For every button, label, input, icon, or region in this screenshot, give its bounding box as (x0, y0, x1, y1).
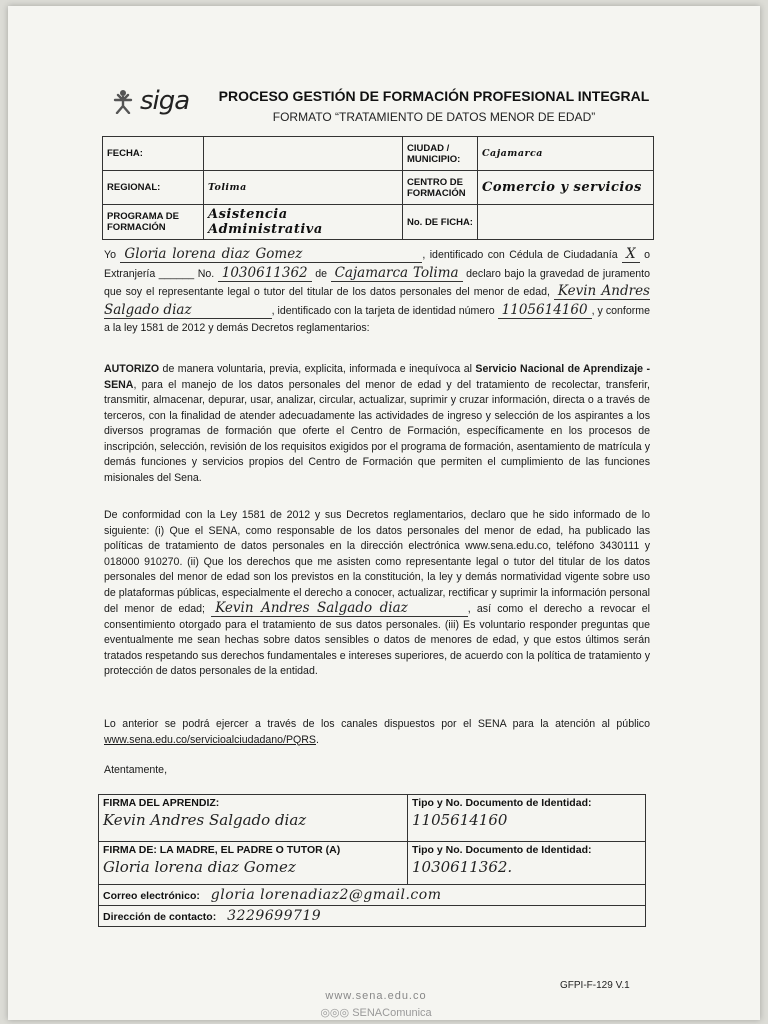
pqrs-link[interactable]: www.sena.edu.co/servicioalciudadano/PQRS (104, 733, 316, 746)
document-title: PROCESO GESTIÓN DE FORMACIÓN PROFESIONAL INTEGRAL (218, 88, 650, 104)
ficha-value (478, 205, 654, 240)
address-cell: Dirección de contacto: 3229699719 (99, 906, 646, 927)
minor-id-number: 1105614160 (498, 302, 592, 319)
guardian-document-cell: Tipo y No. Documento de Identidad: 1030611362. (408, 842, 646, 885)
ciudad-value: Cajamarca (478, 137, 654, 171)
fecha-label: FECHA: (103, 137, 204, 171)
guardian-signature: Gloria lorena diaz Gomez (103, 858, 296, 876)
form-code: GFPI-F-129 V.1 (560, 980, 630, 991)
footer-website: www.sena.edu.co (325, 990, 427, 1002)
document-issue-place: Cajamarca Tolima (331, 265, 463, 282)
cc-mark: X (622, 246, 640, 263)
apprentice-signature: Kevin Andres Salgado diaz (103, 811, 307, 829)
sena-logo (110, 86, 189, 116)
programa-value: Asistencia Administrativa (204, 205, 403, 240)
signature-table (98, 794, 646, 927)
regional-label: REGIONAL: (103, 171, 204, 205)
declarant-name: Gloria lorena diaz Gomez (120, 246, 422, 263)
header-form-table (102, 136, 654, 240)
email-cell: Correo electrónico: gloria lorenadiaz2@gmail.com (99, 885, 646, 906)
fecha-value (204, 137, 403, 171)
apprentice-document-number: 1105614160 (412, 811, 508, 829)
sena-emblem-icon (110, 88, 136, 114)
minor-name-repeat: Kevin Andres Salgado diaz (211, 600, 468, 617)
declarant-document-number: 1030611362 (218, 265, 312, 282)
apprentice-document-cell: Tipo y No. Documento de Identidad: 1105614160 (408, 795, 646, 842)
footer-social: ◎◎◎ SENAComunica (320, 1007, 432, 1019)
guardian-signature-cell: FIRMA DE: LA MADRE, EL PADRE O TUTOR (A) Gloria lorena diaz Gomez (99, 842, 408, 885)
declaration-paragraph: Yo Gloria lorena diaz Gomez , identificado con Cédula de Ciudadanía X o Extranjería ______ No. 1030611362 de Cajamarca Tolima declaro bajo la gravedad de juramento que soy el representante legal o tutor del titular de los datos personales del menor de edad, Kevin Andres Salgado diaz , identificado con la tarjeta de identidad número 1105614160 , y conforme a la ley 1581 de 2012 y demás Decretos reglamentarios: (104, 246, 650, 334)
ficha-label: No. DE FICHA: (403, 205, 478, 240)
programa-label: PROGRAMA DE FORMACIÓN (103, 205, 204, 240)
regional-value: Tolima (204, 171, 403, 205)
guardian-email: gloria lorenadiaz2@gmail.com (210, 887, 442, 903)
conformity-paragraph: De conformidad con la Ley 1581 de 2012 y sus Decretos reglamentarios, declaro que he sido informado de lo siguiente: (i) Que el SENA, como responsable de los datos personales del menor de edad, ha publicado las políticas de tratamiento de datos personales en la dirección electrónica www.sena.edu.co, teléfono 3430111 y 018000 910270. (ii) Que los derechos que me asisten como representante legal o tutor del titular de los datos personales del menor de edad son los previstos en la constitución, la ley y demás normatividad vigente sobre uso de plataformas públicas, especialmente el derecho a conocer, actualizar, rectificar y suprimir la información personal del menor de edad; Kevin Andres Salgado diaz , así como el derecho a revocar el consentimiento otorgado para el tratamiento de sus datos personales. (iii) Es voluntario responder preguntas que eventualmente me sean hechas sobre datos sensibles o datos de menores de edad, y que estos últimos serán tratados respetando sus derechos fundamentales e intereses superiores, de acuerdo con la política de tratamiento y protección de datos personales de la entidad. (104, 509, 650, 677)
contact-number: 3229699719 (227, 908, 322, 924)
centro-label: CENTRO DE FORMACIÓN (403, 171, 478, 205)
minor-name: Kevin Andres Salgado diaz (104, 283, 650, 318)
guardian-document-number: 1030611362. (412, 858, 513, 876)
social-icons: ◎◎◎ (320, 1007, 353, 1019)
closing-text: Atentamente, (104, 764, 168, 776)
document-subtitle: FORMATO “TRATAMIENTO DE DATOS MENOR DE EDAD” (272, 110, 596, 124)
channels-paragraph: Lo anterior se podrá ejercer a través de los canales dispuestos por el SENA para la atención al público www.sena.edu.co/servicioalciudadano/PQRS. (104, 718, 650, 746)
apprentice-signature-cell: FIRMA DEL APRENDIZ: Kevin Andres Salgado diaz (99, 795, 408, 842)
centro-value: Comercio y servicios (478, 171, 654, 205)
siga-logo-text: siga (140, 86, 190, 116)
authorization-paragraph: AUTORIZO de manera voluntaria, previa, explicita, informada e inequívoca al Servicio Nacional de Aprendizaje - SENA, para el manejo de los datos personales del menor de edad y del tratamiento de recolectar, transferir, transmitir, almacenar, depurar, usar, analizar, circular, actualizar, suprimir y cruzar información, directa o a través de terceros, con la finalidad de atender adecuadamente las actividades de ingreso y selección de los aspirantes a los diversos programas de formación que oferte el Centro de Formación, específicamente en los procesos de inscripción, selección, revisión de los requisitos exigidos por el programa de formación, asentamiento de matrícula y demás funciones y servicios propios del Centro de Formación que permiten el cumplimiento de las funciones misionales del Sena. (104, 363, 650, 484)
ciudad-label: CIUDAD / MUNICIPIO: (403, 137, 478, 171)
